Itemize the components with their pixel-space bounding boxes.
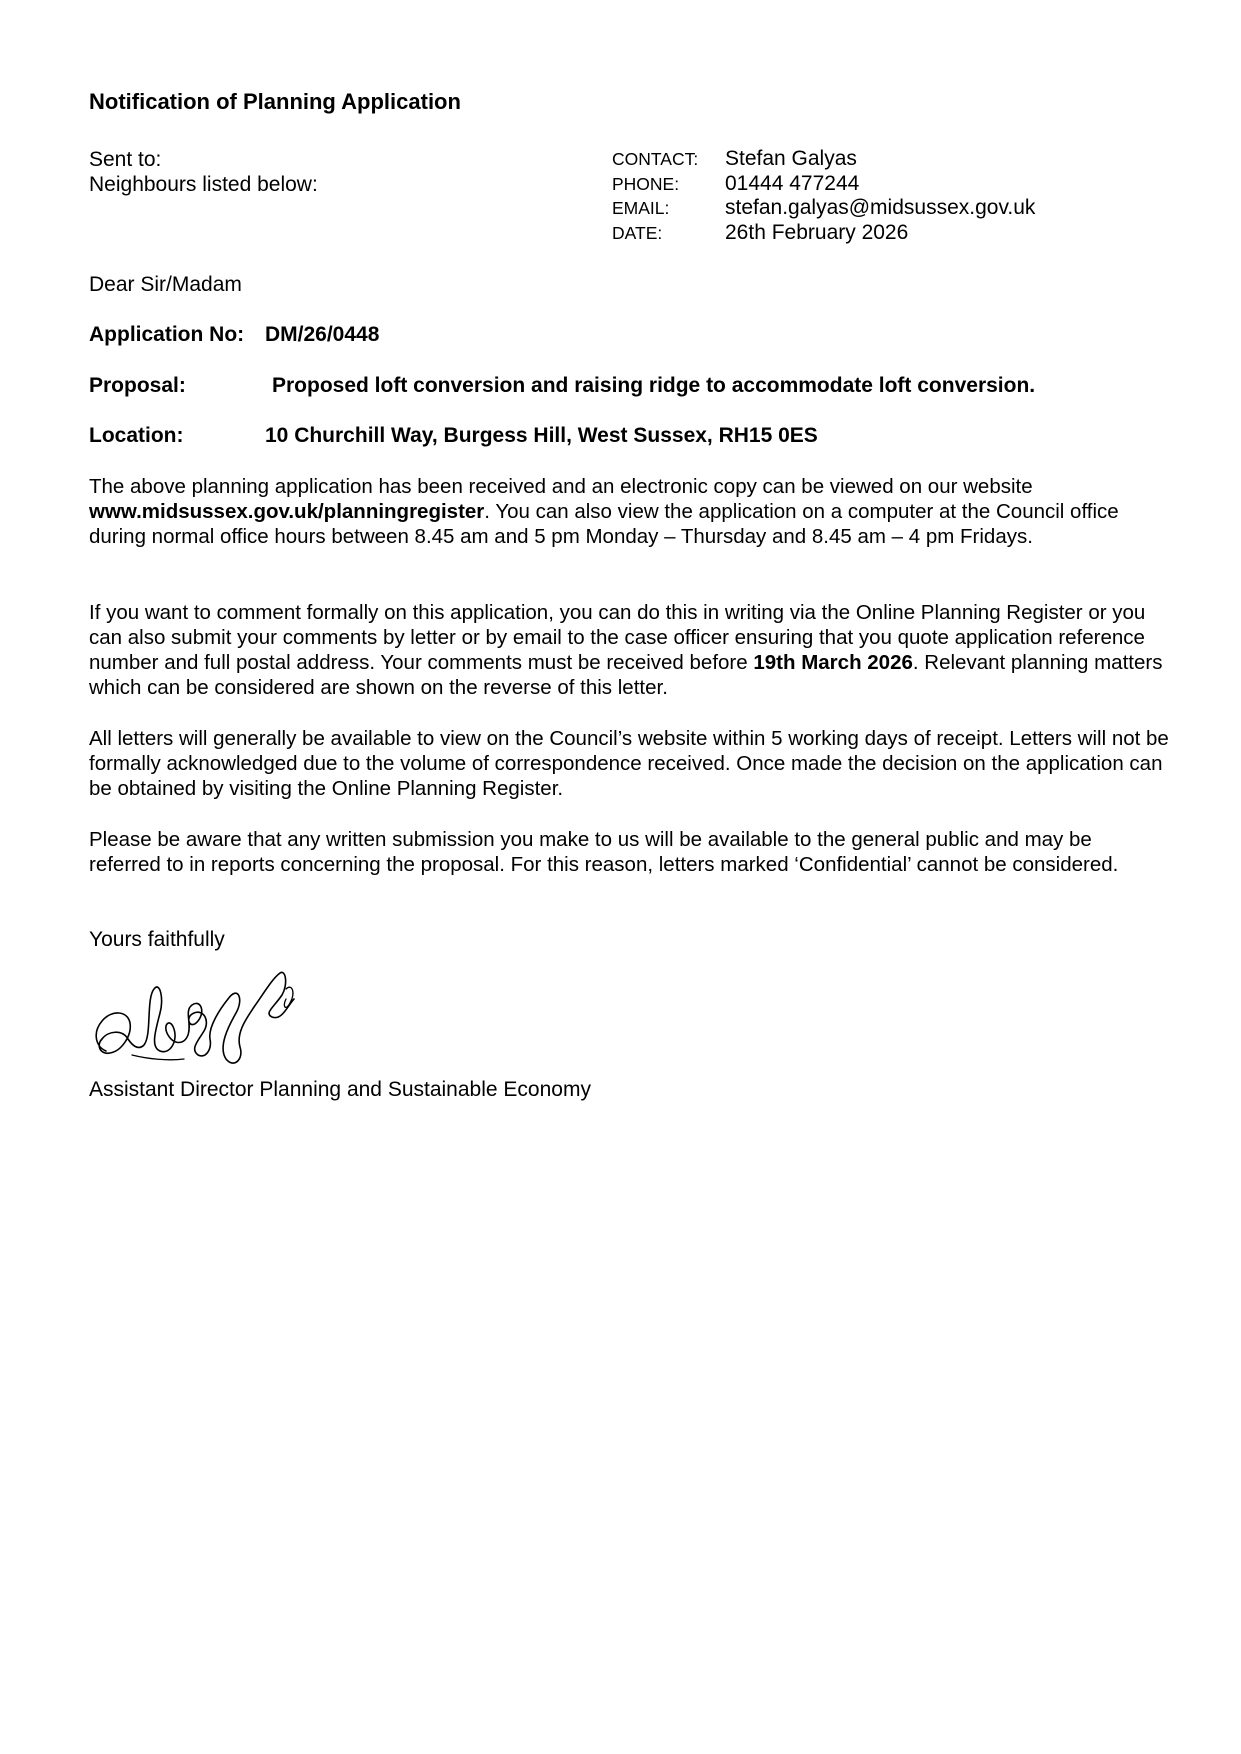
contact-row (612, 147, 1035, 172)
closing: Yours faithfully (89, 928, 225, 951)
paragraph-comments (89, 600, 1169, 700)
contact-block (612, 147, 1035, 245)
phone-value: 01444 477244 (725, 171, 860, 195)
paragraph-website-rest: . You can also view the application on a computer at the Council office during normal office hours between 8.45 am and 5 pm Monday – Thursday and 8.45 am – 4 pm Fridays. (89, 500, 1119, 548)
contact-label: CONTACT: (612, 149, 699, 169)
paragraph-letters: All letters will generally be available to view on the Council’s website within 5 working days of receipt. Letters will not be formally acknowledged due to the volume of correspondence received. Once made the decision on the application can be obtained by visiting the Online Planning Register. (89, 727, 1169, 800)
date-label: DATE: (612, 222, 663, 243)
application-no-label: Application No: (89, 323, 245, 346)
sent-to-label: Sent to: (89, 148, 162, 171)
email-row (612, 196, 1035, 221)
sent-to-block (89, 147, 318, 197)
location-value: 10 Churchill Way, Burgess Hill, West Sussex, RH15 0ES (265, 424, 818, 447)
email-label: EMAIL: (612, 198, 670, 218)
phone-row (612, 172, 1035, 197)
proposal-value: Proposed loft conversion and raising ridge to accommodate loft conversion. (272, 374, 1036, 397)
signatory-role: Assistant Director Planning and Sustainable Economy (89, 1078, 591, 1101)
sent-to-value: Neighbours listed below: (89, 173, 318, 196)
paragraph-website-text: The above planning application has been received and an electronic copy can be viewed on our website (89, 475, 1033, 498)
paragraph-confidential: Please be aware that any written submission you make to us will be available to the general public and may be referred to in reports concerning the proposal. For this reason, letters marked ‘Confidential’ cannot be considered. (89, 828, 1119, 876)
paragraph-website (89, 474, 1169, 549)
comment-deadline: 19th March 2026 (753, 651, 913, 674)
contact-name: Stefan Galyas (725, 147, 857, 170)
signature-image (88, 955, 298, 1075)
location-label: Location: (89, 424, 184, 447)
paragraph-comments-text: If you want to comment formally on this application, you can do this in writing via the Online Planning Register or you can also submit your comments by letter or by email to the case officer ensuring that you quote application reference number and full postal address. Your comments must be received before (89, 601, 1146, 674)
application-no-value: DM/26/0448 (265, 323, 380, 346)
date-row (612, 221, 1035, 246)
letter-title: Notification of Planning Application (89, 89, 461, 114)
planning-register-link[interactable]: www.midsussex.gov.uk/planningregister (89, 500, 485, 523)
email-value: stefan.galyas@midsussex.gov.uk (725, 196, 1036, 219)
paragraph-comments-rest: . Relevant planning matters which can be considered are shown on the reverse of this letter. (89, 651, 1163, 699)
proposal-label: Proposal: (89, 374, 186, 397)
date-value: 26th February 2026 (725, 220, 909, 244)
salutation: Dear Sir/Madam (89, 273, 242, 296)
phone-label: PHONE: (612, 173, 680, 194)
